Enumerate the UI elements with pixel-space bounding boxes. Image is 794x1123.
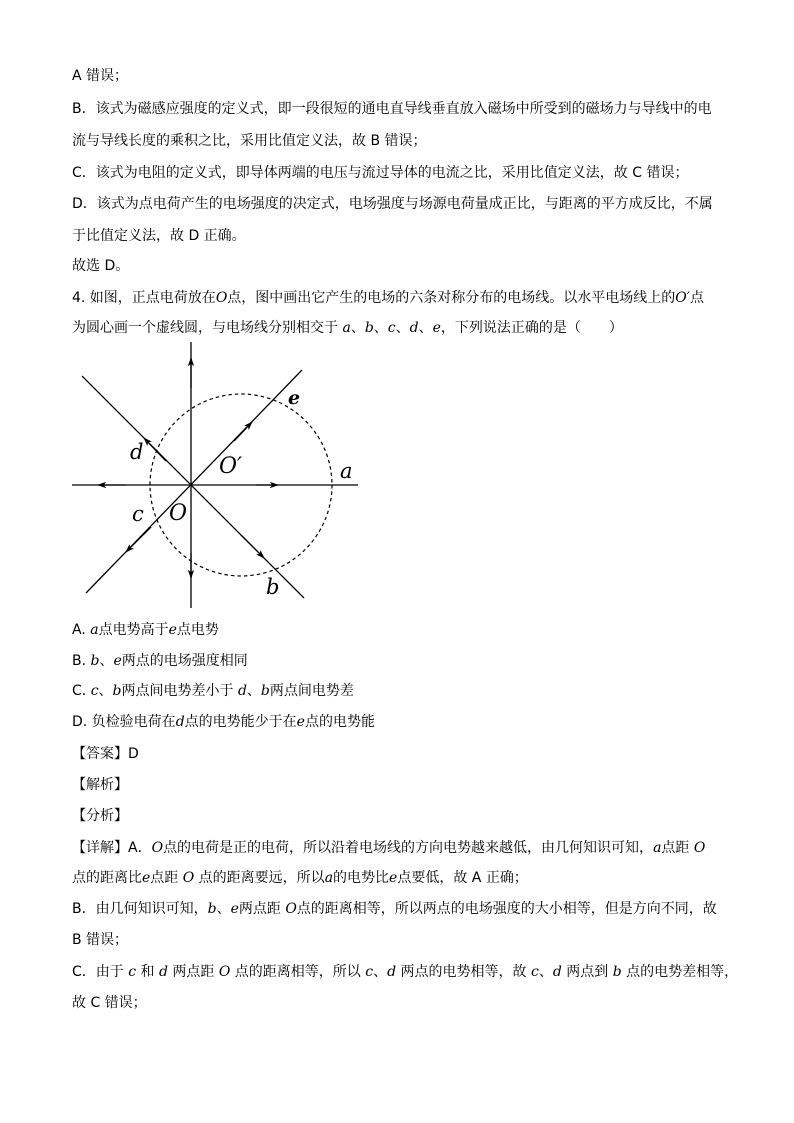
text-span: e <box>432 320 441 336</box>
text-span: 、 <box>373 964 388 980</box>
text-line <box>72 899 717 919</box>
text-span: 、 <box>350 320 365 336</box>
text-span: C．由于 <box>72 964 129 980</box>
arrow-se <box>241 535 264 558</box>
text-span: 点的电势差相等， <box>621 964 739 980</box>
field-line-diag-ne-sw <box>86 370 302 593</box>
text-span: b <box>364 320 374 336</box>
text-span: 、 <box>373 320 388 336</box>
text-span: d <box>552 964 562 980</box>
text-span: 、 <box>99 653 114 669</box>
text-span: 故 C 错误； <box>72 995 147 1011</box>
text-span: d <box>158 964 168 980</box>
text-span: 点的电荷是正的电荷，所以沿着电场线的方向电势越来越低，由几何知识可知， <box>163 840 654 856</box>
text-span: 两点到 <box>561 964 613 980</box>
arrow-sw <box>126 527 151 552</box>
text-span: C. <box>72 683 91 699</box>
text-span: 点的距离相等，所以 <box>230 964 366 980</box>
text-span: 、 <box>395 320 410 336</box>
text-span: A 错误； <box>72 68 129 84</box>
text-span: A. <box>72 622 91 638</box>
text-span: b <box>612 964 622 980</box>
text-span: 和 <box>136 964 159 980</box>
text-span: 两点距 <box>167 964 219 980</box>
text-span: D <box>128 746 139 762</box>
text-span: 为圆心画一个虚线圆，与电场线分别相交于 <box>72 320 343 336</box>
text-span: 【详解】A． <box>72 840 152 856</box>
label-e: e <box>288 387 301 409</box>
text-line <box>72 288 704 308</box>
text-span: b <box>207 901 217 917</box>
text-line <box>72 318 623 338</box>
field-line-diag-nw-se <box>82 376 304 598</box>
text-span: 两点间电势差小于 <box>121 683 238 699</box>
text-span: B. <box>72 653 91 669</box>
text-line <box>72 256 129 276</box>
electric-field-figure <box>66 338 366 617</box>
text-span: 、 <box>216 901 231 917</box>
text-span: b <box>260 683 270 699</box>
text-span: e <box>230 901 239 917</box>
text-span: b <box>90 653 100 669</box>
text-span: O <box>182 870 195 886</box>
text-line <box>72 99 712 119</box>
text-span: 点距 <box>661 840 694 856</box>
label-O: O <box>169 501 188 526</box>
text-span: c <box>128 964 137 980</box>
text-span: 两点的电势相等，故 <box>396 964 531 980</box>
text-span: c <box>90 683 99 699</box>
text-line <box>72 681 354 701</box>
text-span: O′ <box>675 290 690 306</box>
text-span: c <box>530 964 539 980</box>
text-span: d <box>409 320 419 336</box>
text-span: D. 负检验电荷在 <box>72 714 176 730</box>
text-span: 点的距离相等，所以两点的电场强度的大小相等，但是方向不同，故 <box>296 901 717 917</box>
text-span: 、 <box>538 964 553 980</box>
text-line <box>72 712 375 732</box>
text-span: 点的电势能 <box>304 714 375 730</box>
text-span: a <box>324 870 334 886</box>
text-span: 点的电势能少于在 <box>184 714 297 730</box>
text-span: 点，图中画出它产生的电场的六条对称分布的电场线。以水平电场线上的 <box>227 290 676 306</box>
text-span: e <box>113 653 122 669</box>
text-span: b <box>112 683 122 699</box>
text-span: 于比值定义法，故 D 正确。 <box>72 228 246 244</box>
text-span: d <box>175 714 185 730</box>
text-span: D．该式为点电荷产生的电场强度的决定式，电场强度与场源电荷量成正比，与距离的平方成反比，不属 <box>72 196 713 212</box>
label-c: c <box>132 502 144 526</box>
text-span: 【解析】 <box>72 777 128 793</box>
text-span: d <box>237 683 247 699</box>
text-span: 【分析】 <box>72 808 128 824</box>
label-O-prime: O′ <box>219 454 243 479</box>
text-line <box>72 930 128 950</box>
text-span: e <box>389 870 398 886</box>
text-line <box>72 775 128 795</box>
text-span: 点 <box>689 290 704 306</box>
text-span: 点的距离比 <box>72 870 142 886</box>
text-span: e <box>142 870 151 886</box>
text-line <box>72 226 246 246</box>
text-span: 流与导线长度的乘积之比，采用比值定义法，故 B 错误； <box>72 133 427 149</box>
text-span: 、 <box>246 683 261 699</box>
text-span: O <box>218 964 231 980</box>
text-span: B．该式为磁感应强度的定义式，即一段很短的通电直导线垂直放入磁场中所受到的磁场力与导线中的电 <box>72 101 712 117</box>
text-line <box>72 163 688 183</box>
text-span: 的电势比 <box>333 870 390 886</box>
text-span: B 错误； <box>72 932 129 948</box>
text-span: O <box>151 840 164 856</box>
text-span: 4. 如图，正点电荷放在 <box>72 290 216 306</box>
text-span: c <box>365 964 374 980</box>
text-span: 点电势 <box>176 622 219 638</box>
text-span: 点的距离要远，所以 <box>194 870 325 886</box>
label-d: d <box>130 440 144 464</box>
text-span: O <box>215 290 228 306</box>
text-span: 点电势高于 <box>98 622 169 638</box>
text-line <box>72 962 738 982</box>
text-line <box>72 66 128 86</box>
text-span: e <box>168 622 177 638</box>
text-span: 两点间电势差 <box>269 683 354 699</box>
text-line <box>72 131 427 151</box>
text-span: 【答案】 <box>72 746 128 762</box>
text-span: 故选 D。 <box>72 258 130 274</box>
text-span: c <box>387 320 396 336</box>
text-span: B．由几何知识可知， <box>72 901 208 917</box>
text-span: a <box>653 840 662 856</box>
text-line <box>72 620 219 640</box>
arrow-ne <box>234 422 252 441</box>
text-span: O <box>693 840 706 856</box>
text-span: O <box>285 901 297 917</box>
field-lines-diagram <box>66 338 366 613</box>
text-line <box>72 194 713 214</box>
label-a: a <box>340 459 353 483</box>
text-span: 、 <box>98 683 113 699</box>
text-span: ，下列说法正确的是（ ） <box>440 320 623 336</box>
text-line <box>72 806 128 826</box>
arrow-nw <box>144 438 166 461</box>
text-line <box>72 993 147 1013</box>
text-span: 两点距 <box>238 901 286 917</box>
text-span: 点距 <box>150 870 183 886</box>
label-b: b <box>266 575 280 599</box>
text-span: 两点的电场强度相同 <box>121 653 248 669</box>
text-span: a <box>90 622 99 638</box>
text-span: C．该式为电阻的定义式，即导体两端的电压与流过导体的电流之比，采用比值定义法，故 C 错误； <box>72 165 689 181</box>
text-span: d <box>387 964 397 980</box>
text-span: e <box>296 714 305 730</box>
text-span: 点要低，故 A 正确； <box>397 870 528 886</box>
text-span: a <box>342 320 351 336</box>
text-line <box>72 651 248 671</box>
text-line <box>72 868 528 888</box>
text-span: 、 <box>418 320 433 336</box>
text-line <box>72 744 139 764</box>
text-line <box>72 838 705 858</box>
